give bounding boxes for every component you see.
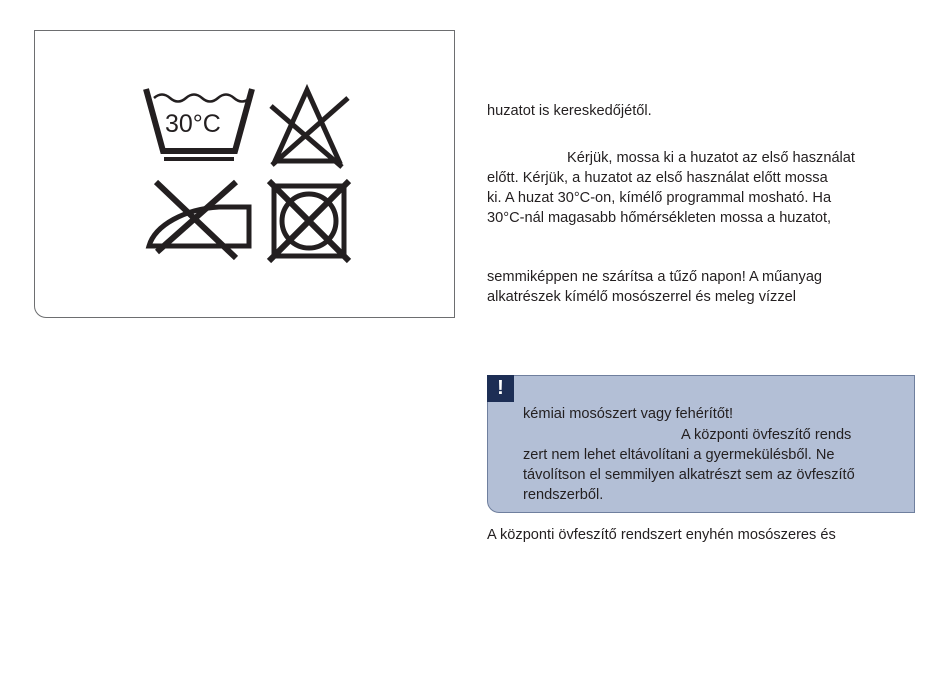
paragraph-line: előtt. Kérjük, a huzatot az első használat előtt mossa [487, 170, 828, 186]
warning-line: kémiai mosószert vagy fehérítőt! [523, 406, 734, 422]
warning-line: rendszerből. [523, 487, 604, 503]
paragraph-line: huzatot is kereskedőjétől. [487, 103, 652, 119]
paragraph-line: semmiképpen ne szárítsa a tűző napon! A műanyag [487, 269, 823, 285]
warning-exclamation-icon: ! [487, 375, 514, 402]
wash-30-icon [146, 89, 252, 159]
no-tumble-dry-icon [269, 181, 349, 261]
warning-line: zert nem lehet eltávolítani a gyermekülésből. Ne [523, 447, 835, 463]
paragraph-line: 30°C-nál magasabb hőmérsékleten mossa a huzatot, [487, 210, 832, 226]
paragraph-line: ki. A huzat 30°C-on, kímélő programmal mosható. Ha [487, 190, 832, 206]
paragraph-line: A központi övfeszítő rendszert enyhén mosószeres és [487, 527, 836, 543]
paragraph-line: alkatrészek kímélő mosószerrel és meleg vízzel [487, 289, 797, 305]
warning-line: távolítson el semmilyen alkatrészt sem az övfeszítő [523, 467, 855, 483]
wash-temperature-label: 30°C [165, 110, 221, 138]
care-symbols-graphic [35, 31, 456, 319]
paragraph-line: Kérjük, mossa ki a huzatot az első használat [567, 150, 855, 166]
no-iron-icon [149, 182, 249, 258]
care-symbols-panel [34, 30, 455, 318]
warning-box [487, 375, 915, 513]
warning-line: A központi övfeszítő rends [681, 427, 852, 443]
no-bleach-icon [271, 90, 348, 167]
